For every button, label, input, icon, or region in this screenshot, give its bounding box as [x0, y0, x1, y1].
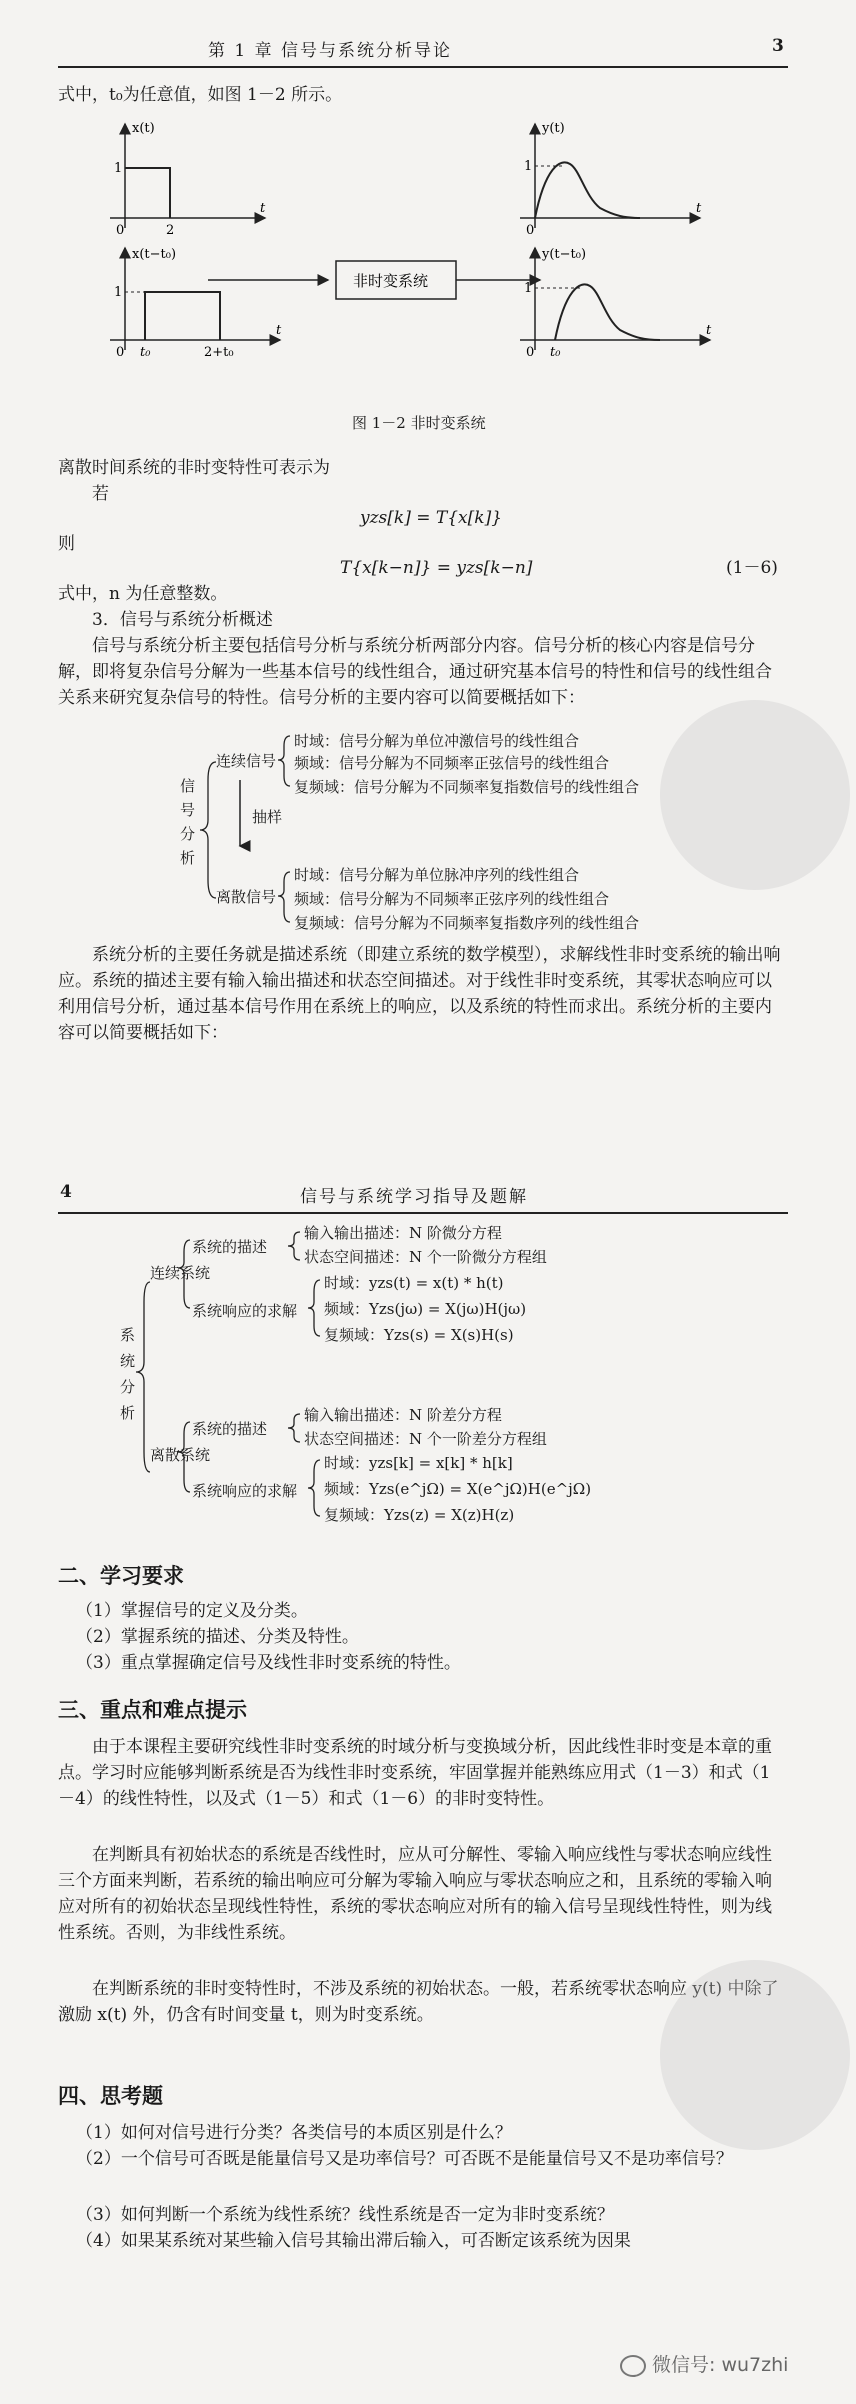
if-word: 若	[92, 484, 109, 504]
system-box-label: 非时变系统	[353, 272, 429, 290]
svg-text:0: 0	[526, 345, 535, 360]
svg-text:0: 0	[116, 223, 125, 238]
svg-text:1: 1	[114, 161, 123, 176]
then-word: 则	[58, 534, 75, 554]
svg-text:1: 1	[524, 281, 533, 296]
svg-text:0: 0	[526, 223, 535, 238]
tree1-sampling: 抽样	[252, 808, 283, 826]
svg-text:t: t	[706, 323, 712, 338]
svg-text:0: 0	[116, 345, 125, 360]
plot-y-t	[520, 121, 702, 238]
tree2-discrete: 离散系统	[150, 1446, 211, 1464]
equation-1-6: T{x[k−n]} = yzs[k−n]	[340, 558, 533, 578]
svg-text:t₀: t₀	[140, 345, 151, 360]
page3-number: 3	[772, 36, 786, 56]
para-system-analysis: 系统分析的主要任务就是描述系统（即建立系统的数学模型），求解线性非时变系统的输出响应。系统的描述主要有输入输出描述和状态空间描述。对于线性非时变系统，其零状态响应可以利用信号分析，通过基本信号作用在系统上的响应，以及系统的特性而求出。系统分析的主要内容可以简要概括如下：	[58, 945, 781, 1043]
para-signal-analysis: 信号与系统分析主要包括信号分析与系统分析两部分内容。信号分析的核心内容是信号分解，即将复杂信号分解为一些基本信号的线性组合，通过研究基本信号的特性和信号的线性组合关系来研究复杂信号的特性。信号分析的主要内容可以简要概括如下：	[58, 636, 772, 708]
svg-text:1: 1	[114, 285, 123, 300]
where-n: 式中，n 为任意整数。	[58, 584, 228, 604]
svg-text:t: t	[696, 201, 702, 216]
svg-text:y(t−t₀): y(t−t₀)	[542, 247, 587, 262]
page3-intro: 式中，t₀为任意值，如图 1－2 所示。	[58, 85, 343, 105]
svg-text:x(t−t₀): x(t−t₀)	[132, 247, 177, 262]
wechat-icon	[620, 2355, 646, 2377]
svg-text:t: t	[260, 201, 266, 216]
tree2-continuous: 连续系统	[150, 1264, 211, 1282]
equation-zs: yzs[k] = T{x[k]}	[360, 508, 503, 528]
page3-header-chapter: 第 1 章 信号与系统分析导论	[208, 41, 453, 61]
tree1-continuous: 连续信号	[216, 752, 277, 770]
figure-caption: 图 1－2 非时变系统	[352, 414, 486, 432]
signal-analysis-tree: 信 号 分 析 连续信号 抽样 离散信号 时域：信号分解为单位冲激信号的线性组合 频域：信号分解为不同频率正弦信号的线性组合 复频域：信号分解为不同频率复指数信号的线性组合 时域：信号分解为单位脉冲序列的线性组合 频域：信号分解为不同频率正弦序列的线性组合 复频域：信号分解为不同频率复指数序列的线性组合	[180, 732, 640, 932]
svg-text:1: 1	[524, 159, 533, 174]
svg-text:t₀: t₀	[550, 345, 561, 360]
section3-title: 3．信号与系统分析概述	[92, 610, 273, 630]
watermark-seal	[660, 700, 850, 890]
tree1-discrete: 离散信号	[216, 888, 277, 906]
wechat-footer: 微信号: wu7zhi	[620, 2350, 788, 2377]
section2-title: 二、学习要求	[58, 1564, 184, 1588]
page4-header-rule	[58, 1212, 788, 1214]
plot-x-t	[110, 121, 266, 238]
discrete-intro: 离散时间系统的非时变特性可表示为	[58, 458, 330, 478]
plot-y-shifted	[520, 247, 712, 360]
svg-text:y(t): y(t)	[542, 121, 565, 136]
plot-x-shifted	[110, 247, 282, 360]
svg-text:t: t	[276, 323, 282, 338]
figure-time-invariant-system	[100, 118, 740, 400]
page4-number: 4	[60, 1182, 74, 1202]
svg-text:2: 2	[166, 223, 175, 238]
section3-title-p4: 三、重点和难点提示	[58, 1698, 247, 1722]
label-x-t: x(t)	[132, 121, 155, 136]
equation-1-6-number: (1－6)	[726, 558, 778, 578]
page3-header-rule	[58, 66, 788, 68]
watermark-seal-2	[660, 1960, 850, 2150]
section4-title: 四、思考题	[58, 2084, 163, 2108]
page4-header-title: 信号与系统学习指导及题解	[300, 1187, 528, 1207]
svg-text:2+t₀: 2+t₀	[204, 345, 234, 360]
system-analysis-tree: 系 统 分 析 连续系统 离散系统 系统的描述 系统响应的求解 系统的描述 系统响应的求解 输入输出描述：N 阶微分方程 状态空间描述：N 个一阶微分方程组 时域：yzs(t) = x(t) * h(t) 频域：Yzs(jω) = X(jω)H(jω) 复频域：Yzs(s) = X(s)H(s) 输入输出描述：N 阶差分方程 状态空间描述：N 个一阶差分方程组 时域：yzs[k] = x[k] * h[k] 频域：Yzs(e^jΩ) = X(e^jΩ)H(e^jΩ) 复频域：Yzs(z) = X(z)H(z)	[120, 1224, 592, 1524]
